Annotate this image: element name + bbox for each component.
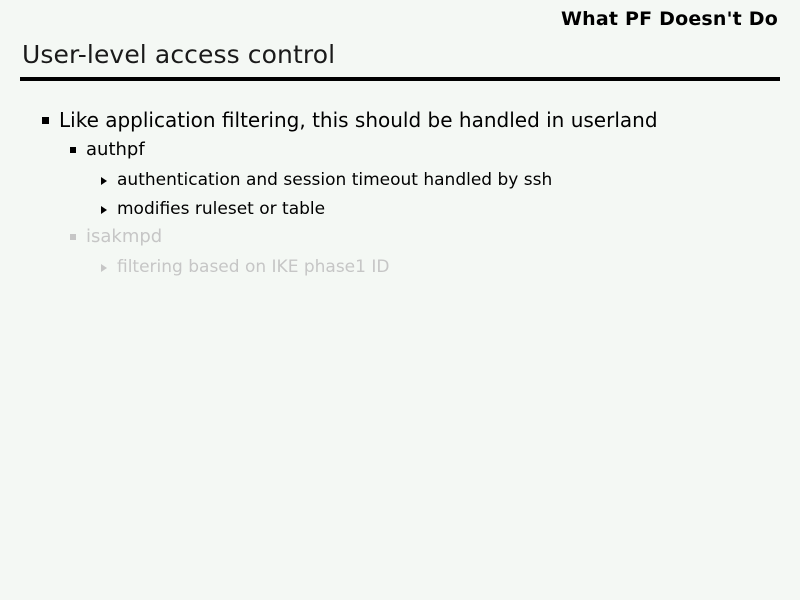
list-item — [70, 226, 778, 249]
list-item-label: Like application filtering, this should be handled in userland — [59, 108, 658, 132]
triangle-bullet-icon — [101, 264, 107, 272]
square-bullet-icon — [70, 234, 76, 240]
slide-content — [22, 104, 778, 278]
list-item — [100, 199, 778, 220]
triangle-bullet-icon — [101, 206, 107, 214]
list-item-label: modifies ruleset or table — [117, 198, 326, 219]
slide-header-section: What PF Doesn't Do — [560, 8, 778, 30]
list-item — [70, 139, 778, 162]
square-bullet-icon — [42, 117, 49, 124]
list-item-label: authpf — [86, 139, 145, 160]
title-divider — [20, 77, 780, 81]
list-item — [42, 108, 778, 133]
square-bullet-icon — [70, 147, 76, 153]
list-item — [100, 170, 778, 191]
list-item — [100, 257, 778, 278]
triangle-bullet-icon — [101, 177, 107, 185]
list-item-label: isakmpd — [86, 226, 163, 247]
list-item-label: authentication and session timeout handled by ssh — [117, 169, 553, 190]
list-item-label: filtering based on IKE phase1 ID — [117, 256, 390, 277]
page-title: User-level access control — [22, 40, 336, 69]
